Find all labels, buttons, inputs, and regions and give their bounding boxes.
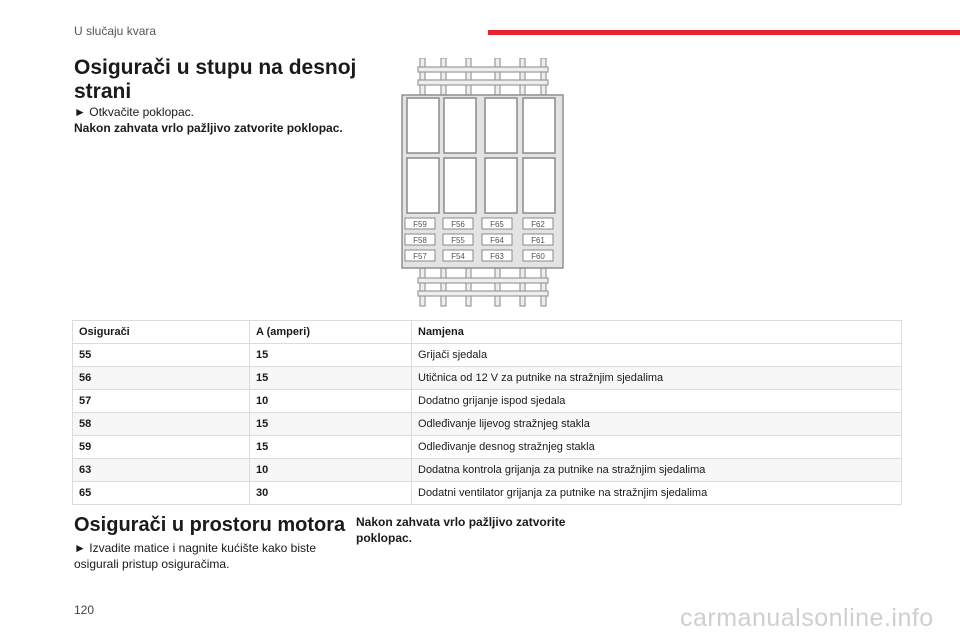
fuse-number: 55 xyxy=(73,344,250,367)
fuse-slot-label: F58 xyxy=(413,236,427,245)
fuse-function: Odleđivanje desnog stražnjeg stakla xyxy=(412,436,902,459)
watermark: carmanualsonline.info xyxy=(680,604,934,632)
section-title-engine-fuses: Osigurači u prostoru motora xyxy=(74,514,346,536)
section2-text xyxy=(74,540,344,572)
fuse-slot-label: F56 xyxy=(451,220,465,229)
section2-step: Izvadite matice i nagnite kućište kako biste osigurali pristup osiguračima. xyxy=(74,541,317,571)
fuse-function: Dodatna kontrola grijanja za putnike na stražnjim sjedalima xyxy=(412,459,902,482)
fuse-amperage: 15 xyxy=(250,344,412,367)
arrow-marker-icon: ► xyxy=(74,541,86,555)
fuse-number: 56 xyxy=(73,367,250,390)
fuse-amperage: 10 xyxy=(250,390,412,413)
fuse-slot-label: F61 xyxy=(531,236,545,245)
header-accent-bar xyxy=(488,30,960,35)
column-header: Osigurači xyxy=(73,321,250,344)
table-header-row xyxy=(73,321,902,344)
fuse-function: Dodatno grijanje ispod sjedala xyxy=(412,390,902,413)
table-row xyxy=(73,344,902,367)
fuse-amperage: 30 xyxy=(250,482,412,505)
section1-note: Nakon zahvata vrlo pažljivo zatvorite poklopac. xyxy=(74,121,343,135)
running-header: U slučaju kvara xyxy=(74,24,157,38)
fuse-slot-label: F63 xyxy=(490,252,504,261)
table-row xyxy=(73,436,902,459)
fuse-slot-label: F57 xyxy=(413,252,427,261)
fuse-amperage: 15 xyxy=(250,413,412,436)
section1-text xyxy=(74,104,344,136)
fuse-slot-label: F55 xyxy=(451,236,465,245)
fuse-number: 59 xyxy=(73,436,250,459)
fuse-amperage: 15 xyxy=(250,367,412,390)
fuse-number: 57 xyxy=(73,390,250,413)
column-header: A (amperi) xyxy=(250,321,412,344)
fuse-amperage: 10 xyxy=(250,459,412,482)
fuse-slot-label: F59 xyxy=(413,220,427,229)
column-header: Namjena xyxy=(412,321,902,344)
fuse-slot-label: F64 xyxy=(490,236,504,245)
fuse-slot-label: F54 xyxy=(451,252,465,261)
section1-step: Otkvačite poklopac. xyxy=(89,105,194,119)
fuse-number: 63 xyxy=(73,459,250,482)
fuse-number: 65 xyxy=(73,482,250,505)
table-row xyxy=(73,482,902,505)
fuse-function: Odleđivanje lijevog stražnjeg stakla xyxy=(412,413,902,436)
fuse-slot-label: F60 xyxy=(531,252,545,261)
section-title-right-column-fuses: Osigurači u stupu na desnoj strani xyxy=(74,56,357,103)
fuse-function: Grijači sjedala xyxy=(412,344,902,367)
section2-note: Nakon zahvata vrlo pažljivo zatvorite poklopac. xyxy=(356,515,566,545)
fuse-amperage: 15 xyxy=(250,436,412,459)
fuse-number: 58 xyxy=(73,413,250,436)
table-row xyxy=(73,390,902,413)
fuse-slot-label: F65 xyxy=(490,220,504,229)
table-row xyxy=(73,459,902,482)
page-number: 120 xyxy=(74,603,95,617)
fuse-function: Dodatni ventilator grijanja za putnike na stražnjim sjedalima xyxy=(412,482,902,505)
fuse-box-diagram xyxy=(400,58,566,308)
table-row xyxy=(73,413,902,436)
arrow-marker-icon: ► xyxy=(74,105,86,119)
fuse-function: Utičnica od 12 V za putnike na stražnjim sjedalima xyxy=(412,367,902,390)
fuse-table xyxy=(72,320,902,505)
table-row xyxy=(73,367,902,390)
fuse-slot-label: F62 xyxy=(531,220,545,229)
